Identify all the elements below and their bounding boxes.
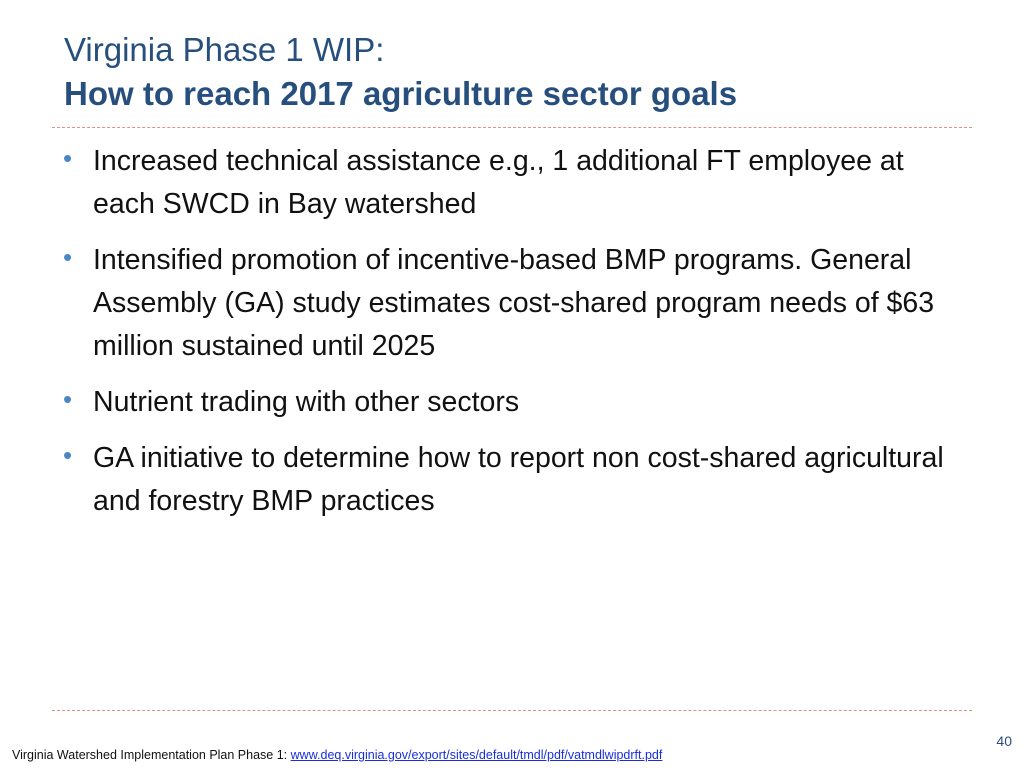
bullet-list xyxy=(63,140,963,536)
slide-title-line-1: Virginia Phase 1 WIP: xyxy=(64,31,385,68)
bullet-icon: • xyxy=(63,143,73,173)
bullet-text: Intensified promotion of incentive-based BMP programs. General Assembly (GA) study estimates cost-shared program needs of $63 million sustained until 2025 xyxy=(93,244,935,362)
slide-title xyxy=(64,30,737,114)
bullet-icon: • xyxy=(63,384,73,414)
bullet-icon: • xyxy=(63,440,73,470)
top-divider xyxy=(52,127,972,128)
bullet-text: GA initiative to determine how to report non cost-shared agricultural and forestry BMP practices xyxy=(93,442,944,517)
slide-title-line-2: How to reach 2017 agriculture sector goals xyxy=(64,75,738,112)
bullet-text: Nutrient trading with other sectors xyxy=(93,386,520,418)
footer-source-note xyxy=(12,748,662,762)
page-number: 40 xyxy=(996,733,1012,749)
bullet-item xyxy=(63,437,963,523)
bullet-icon: • xyxy=(63,242,73,272)
bullet-text: Increased technical assistance e.g., 1 additional FT employee at each SWCD in Bay watershed xyxy=(93,145,904,220)
bottom-divider xyxy=(52,710,972,711)
bullet-item xyxy=(63,239,963,368)
footer-source-link[interactable]: www.deq.virginia.gov/export/sites/default/tmdl/pdf/vatmdlwipdrft.pdf xyxy=(290,748,663,762)
bullet-item xyxy=(63,140,963,226)
footer-source-label: Virginia Watershed Implementation Plan Phase 1: xyxy=(12,748,291,762)
bullet-item xyxy=(63,381,963,424)
